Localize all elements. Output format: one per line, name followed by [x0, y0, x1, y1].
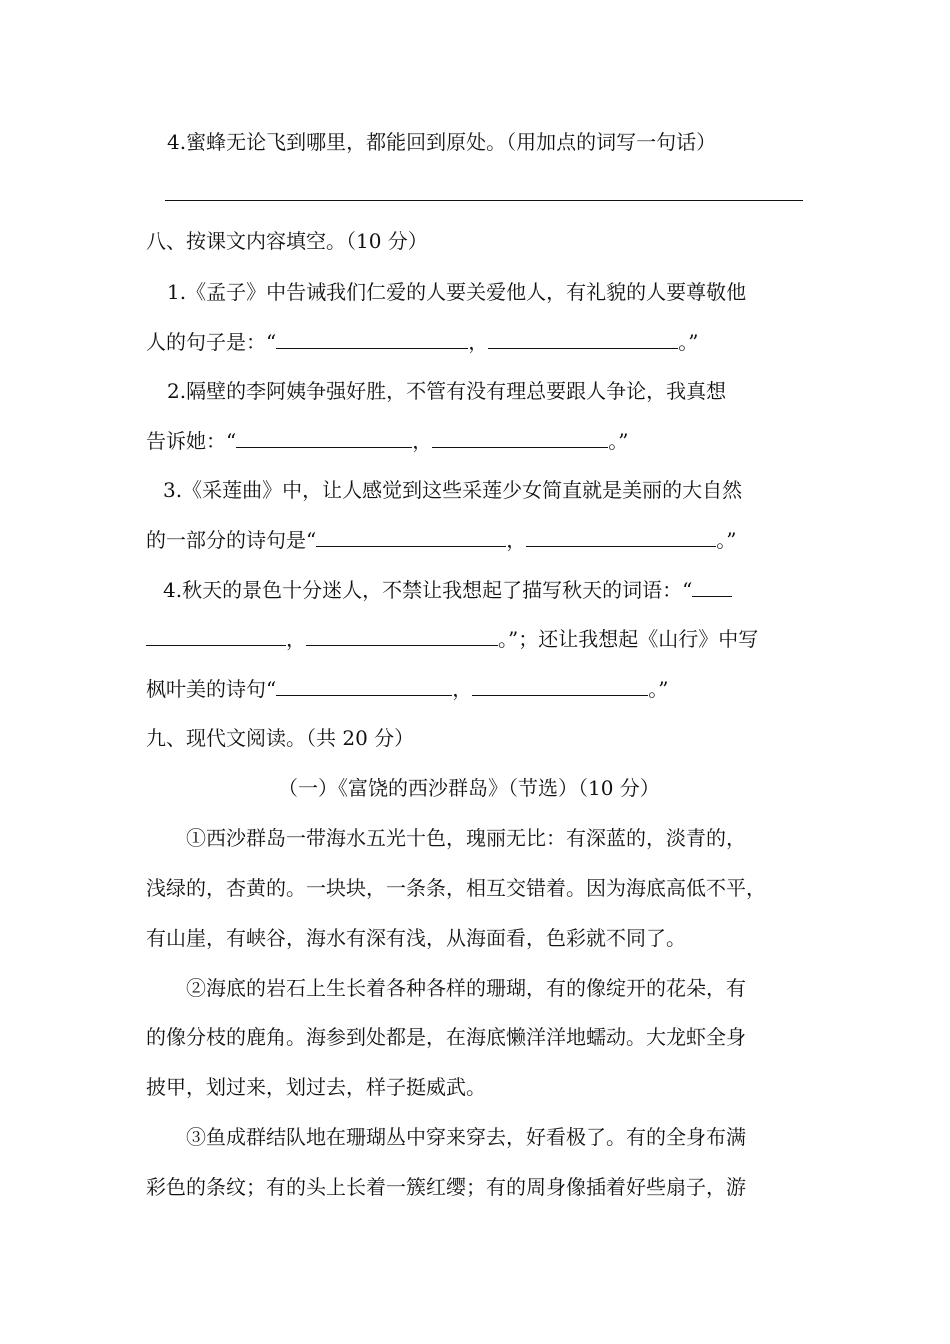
s8-q3-blank1[interactable] [316, 526, 506, 547]
s8-q3-prefix: 的一部分的诗句是“ [146, 528, 317, 552]
passage-title: （一）《富饶的西沙群岛》（节选）（10 分） [278, 776, 660, 800]
s8-q2-prefix: 告诉她：“ [146, 429, 237, 453]
s8-q4-line2 [146, 625, 758, 653]
s8-q1-line2 [146, 328, 698, 356]
comma: ， [412, 429, 433, 453]
passage-p2-l2: 的像分枝的鹿角。海参到处都是，在海底懒洋洋地蠕动。大龙虾全身 [146, 1025, 746, 1049]
s8-q4-blank4[interactable] [472, 675, 648, 696]
close-quote: 。” [678, 330, 699, 354]
s8-q2-blank2[interactable] [432, 427, 608, 448]
section9-title: 九、现代文阅读。（共 20 分） [146, 726, 415, 750]
s8-q4-line1 [163, 576, 732, 604]
s8-q3-line1: 3.《采莲曲》中，让人感觉到这些采莲少女简直就是美丽的大自然 [163, 478, 743, 502]
s8-q1-blank1[interactable] [276, 328, 468, 349]
comma: ， [452, 677, 473, 701]
s8-q4-blank2[interactable] [306, 625, 498, 646]
passage-p1-l3: 有山崖，有峡谷，海水有深有浅，从海面看，色彩就不同了。 [146, 926, 686, 950]
s8-q4-text: 4.秋天的景色十分迷人，不禁让我想起了描写秋天的词语：“ [163, 578, 693, 602]
s8-q4-prefix: 枫叶美的诗句“ [146, 677, 277, 701]
s8-q4-line3 [146, 675, 668, 703]
passage-p2-l3: 披甲，划过来，划过去，样子挺威武。 [146, 1075, 486, 1099]
s8-q1-line1: 1.《孟子》中告诫我们仁爱的人要关爱他人，有礼貌的人要尊敬他 [167, 280, 747, 304]
comma: ， [506, 528, 527, 552]
s8-q2-line2 [146, 427, 628, 455]
close-quote: 。” [608, 429, 629, 453]
s8-q4-blank3[interactable] [276, 675, 452, 696]
passage-p3-l1: ③鱼成群结队地在珊瑚丛中穿来穿去，好看极了。有的全身布满 [186, 1125, 746, 1149]
close-quote: 。” [648, 677, 669, 701]
passage-p1-l2: 浅绿的，杏黄的。一块块，一条条，相互交错着。因为海底高低不平， [146, 876, 766, 900]
s8-q4-blank1a[interactable] [692, 576, 732, 597]
passage-p2-l1: ②海底的岩石上生长着各种各样的珊瑚，有的像绽开的花朵，有 [186, 976, 746, 1000]
s8-q1-blank2[interactable] [488, 328, 678, 349]
s8-q4-suffix: 。”；还让我想起《山行》中写 [498, 627, 759, 651]
answer-line[interactable] [165, 200, 803, 201]
passage-p3-l2: 彩色的条纹；有的头上长着一簇红缨；有的周身像插着好些扇子，游 [146, 1175, 746, 1199]
passage-p1-l1: ①西沙群岛一带海水五光十色，瑰丽无比：有深蓝的，淡青的， [186, 826, 746, 850]
s8-q3-blank2[interactable] [526, 526, 716, 547]
s8-q4-blank1b[interactable] [146, 625, 286, 646]
close-quote: 。” [716, 528, 737, 552]
comma: ， [286, 627, 306, 651]
s8-q1-prefix: 人的句子是：“ [146, 330, 277, 354]
q7-4-text: 4.蜜蜂无论飞到哪里，都能回到原处。（用加点的词写一句话） [167, 130, 717, 154]
s8-q2-blank1[interactable] [236, 427, 412, 448]
s8-q2-line1: 2.隔壁的李阿姨争强好胜，不管有没有理总要跟人争论，我真想 [167, 379, 727, 403]
section8-title: 八、按课文内容填空。（10 分） [146, 229, 428, 253]
comma: ， [468, 330, 489, 354]
s8-q3-line2 [146, 526, 736, 554]
